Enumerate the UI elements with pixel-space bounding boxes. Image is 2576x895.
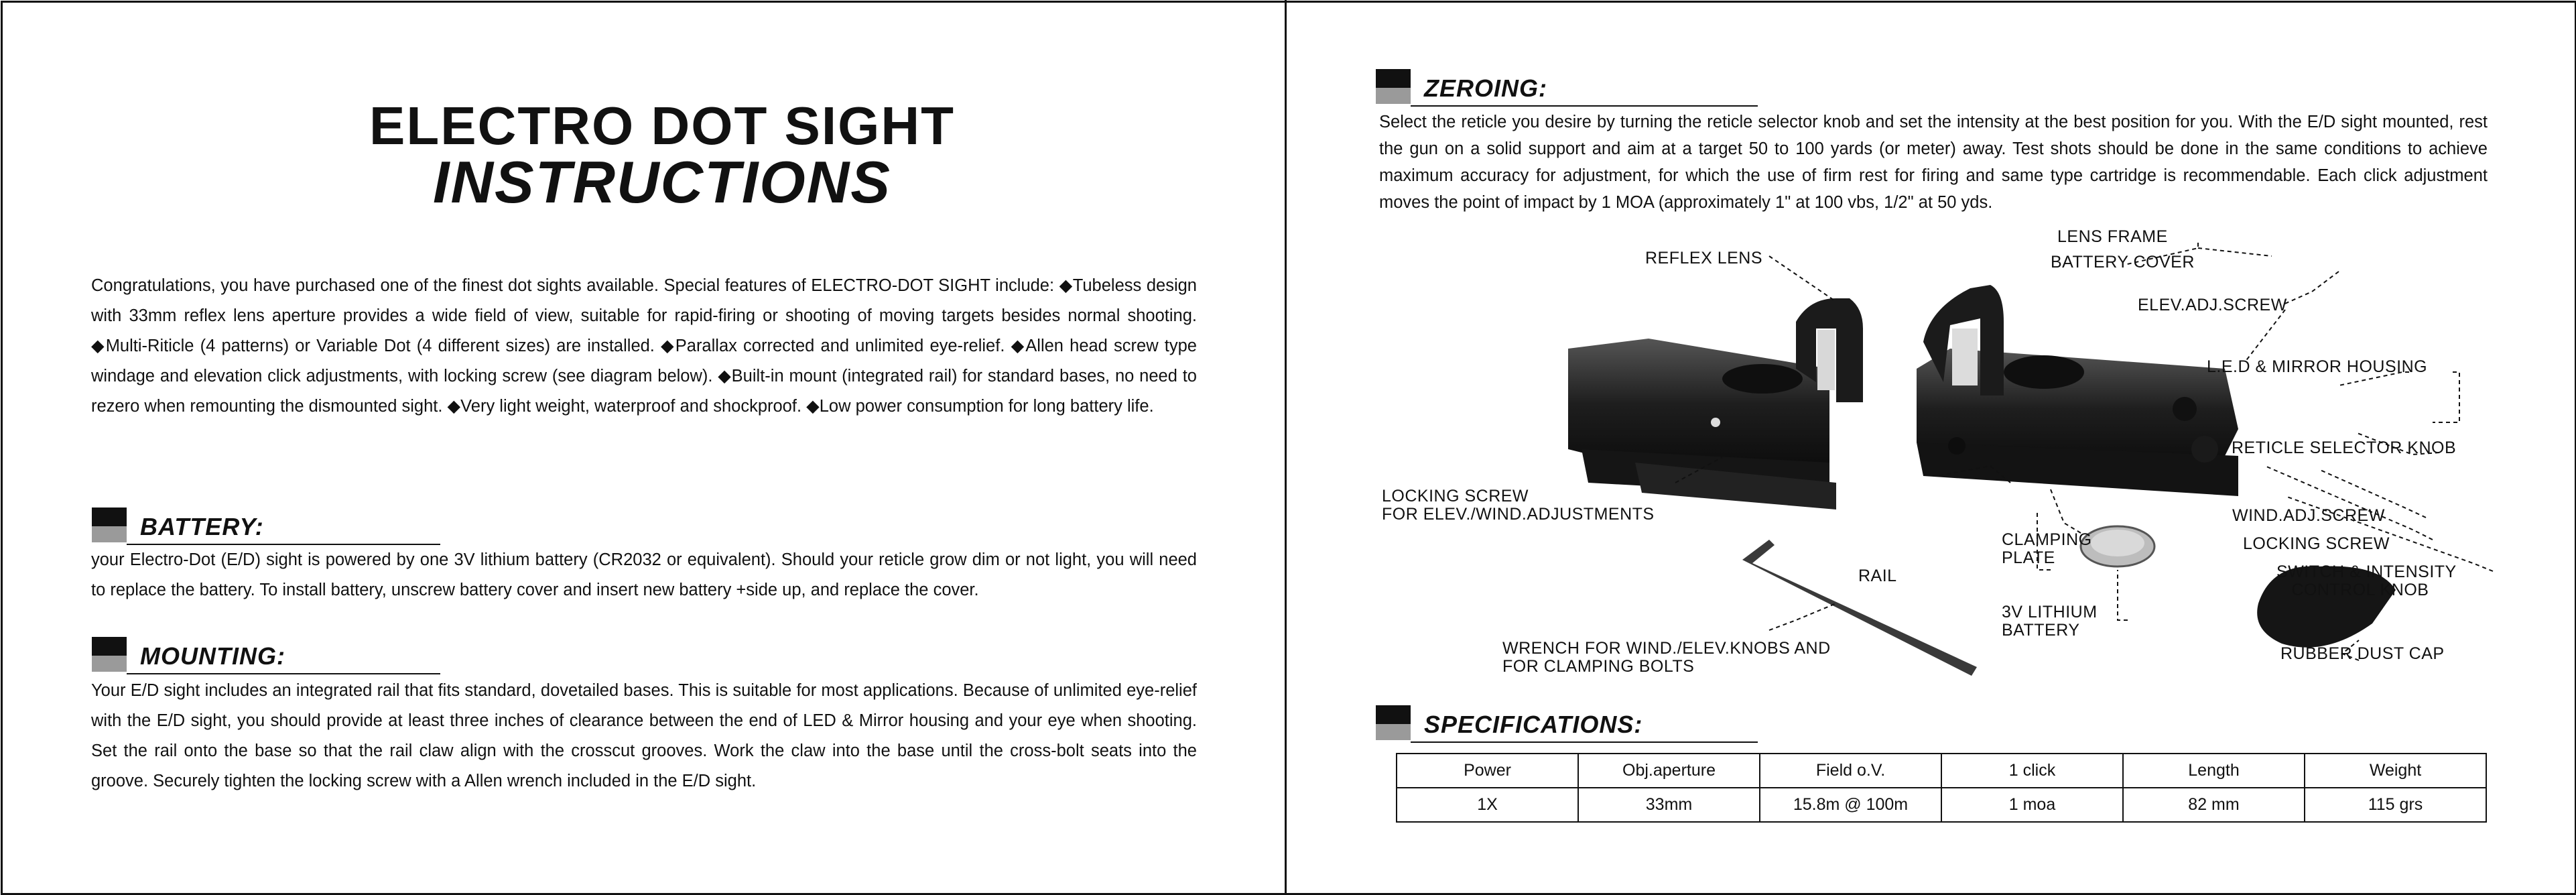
heading-swatch-icon [1376, 705, 1411, 740]
table-cell: 33mm [1578, 788, 1760, 822]
heading-swatch-icon [1376, 69, 1411, 104]
specifications-table [1396, 753, 2487, 823]
heading-rule [1411, 105, 1758, 107]
specifications-heading-label: SPECIFICATIONS: [1424, 711, 1643, 738]
sight-diagram [1367, 228, 2506, 697]
sight-left-icon [1568, 298, 1863, 510]
table-header-cell: Length [2123, 754, 2305, 788]
sight-right-icon [1917, 285, 2238, 496]
label-locking-screw-left: LOCKING SCREW FOR ELEV./WIND.ADJUSTMENTS [1382, 487, 1655, 524]
battery-heading [92, 508, 440, 546]
sight-illustration [1367, 228, 2506, 697]
heading-rule [127, 673, 440, 674]
table-header-cell: Obj.aperture [1578, 754, 1760, 788]
battery-paragraph: your Electro-Dot (E/D) sight is powered by one 3V lithium battery (CR2032 or equivalent). Should your reticle grow dim or not light, you will need to replace the battery. To install battery, unscrew battery cover and insert new battery +side up, and replace the cover. [91, 550, 1197, 599]
label-clamping-plate: CLAMPING PLATE [2002, 530, 2092, 567]
label-reflex-lens: REFLEX LENS [1645, 249, 1763, 267]
label-rail: RAIL [1858, 566, 1897, 585]
heading-rule [1411, 741, 1758, 743]
zeroing-paragraph: Select the reticle you desire by turning the reticle selector knob and set the intensity at the best position for you. With the E/D sight mounted, rest the gun on a solid support and aim at a target 50 to 100 yards (or meter) away. Test shots should be done in the same conditions to achieve maximum accuracy for adjustment, for which the use of firm rest for firing and same type cartridge is recommendable. Each click adjustment moves the point of impact by 1 MOA (approximately 1" at 100 vbs, 1/2" at 50 yds. [1379, 113, 2488, 212]
table-header-cell: Power [1397, 754, 1578, 788]
specifications-heading [1376, 705, 1724, 744]
heading-swatch-icon [92, 508, 127, 542]
label-locking-screw-right: LOCKING SCREW [2243, 534, 2390, 553]
label-rubber-dust-cap: RUBBER DUST CAP [2280, 644, 2445, 663]
title-line-2: INSTRUCTIONS [433, 149, 891, 215]
label-3v-battery: 3V LITHIUM BATTERY [2002, 603, 2098, 640]
table-cell: 115 grs [2305, 788, 2486, 822]
battery-heading-label: BATTERY: [140, 513, 264, 540]
mounting-heading [92, 637, 440, 676]
label-led-mirror-housing: L.E.D & MIRROR HOUSING [2207, 357, 2428, 376]
label-reticle-selector-knob: RETICLE SELECTOR KNOB [2232, 438, 2457, 457]
zeroing-heading-label: ZEROING: [1424, 74, 1547, 102]
table-header-row [1397, 754, 2486, 788]
table-header-cell: Weight [2305, 754, 2486, 788]
label-wind-adj-screw: WIND.ADJ.SCREW [2232, 506, 2385, 525]
table-header-cell: 1 click [1941, 754, 2123, 788]
page-divider [1285, 0, 1287, 894]
mounting-heading-label: MOUNTING: [140, 642, 285, 670]
label-wrench: WRENCH FOR WIND./ELEV.KNOBS AND FOR CLAMPING BOLTS [1502, 639, 1831, 676]
table-cell: 15.8m @ 100m [1760, 788, 1941, 822]
label-battery-cover: BATTERY COVER [2051, 253, 2195, 272]
table-cell: 1X [1397, 788, 1578, 822]
label-elev-adj-screw: ELEV.ADJ.SCREW [2138, 296, 2287, 314]
title-line-1: ELECTRO DOT SIGHT [369, 96, 955, 156]
table-cell: 82 mm [2123, 788, 2305, 822]
table-cell: 1 moa [1941, 788, 2123, 822]
mounting-paragraph: Your E/D sight includes an integrated rail that fits standard, dovetailed bases. This is suitable for most applications. Because of unlimited eye-relief with the E/D sight, you should provide at least three inches of clearance between the end of LED & Mirror housing and your eye when shooting. Set the rail onto the base so that the rail claw align with the crosscut grooves. Work the claw into the base until the cross-bolt seats into the groove. Securely tighten the locking screw with a Allen wrench included in the E/D sight. [91, 681, 1197, 790]
heading-swatch-icon [92, 637, 127, 672]
table-row [1397, 788, 2486, 822]
label-switch-intensity-knob: SWITCH & INTENSITY CONTROL KNOB [2276, 562, 2457, 599]
table-header-cell: Field o.V. [1760, 754, 1941, 788]
zeroing-heading [1376, 69, 1724, 108]
intro-paragraph: Congratulations, you have purchased one of the finest dot sights available. Special features of ELECTRO-DOT SIGHT include: ◆Tubeless design with 33mm reflex lens aperture provides a wide field of view, suitable for rapid-firing or shooting of moving targets besides normal shooting. ◆Multi-Riticle (4 patterns) or Variable Dot (4 different sizes) are installed. ◆Parallax corrected and unlimited eye-relief. ◆Allen head screw type windage and elevation click adjustments, with locking screw (see diagram below). ◆Built-in mount (integrated rail) for standard bases, no need to rezero when remounting the dismounted sight. ◆Very light weight, waterproof and shockproof. ◆Low power consumption for long battery life. [91, 276, 1197, 416]
label-lens-frame: LENS FRAME [2057, 227, 2168, 246]
